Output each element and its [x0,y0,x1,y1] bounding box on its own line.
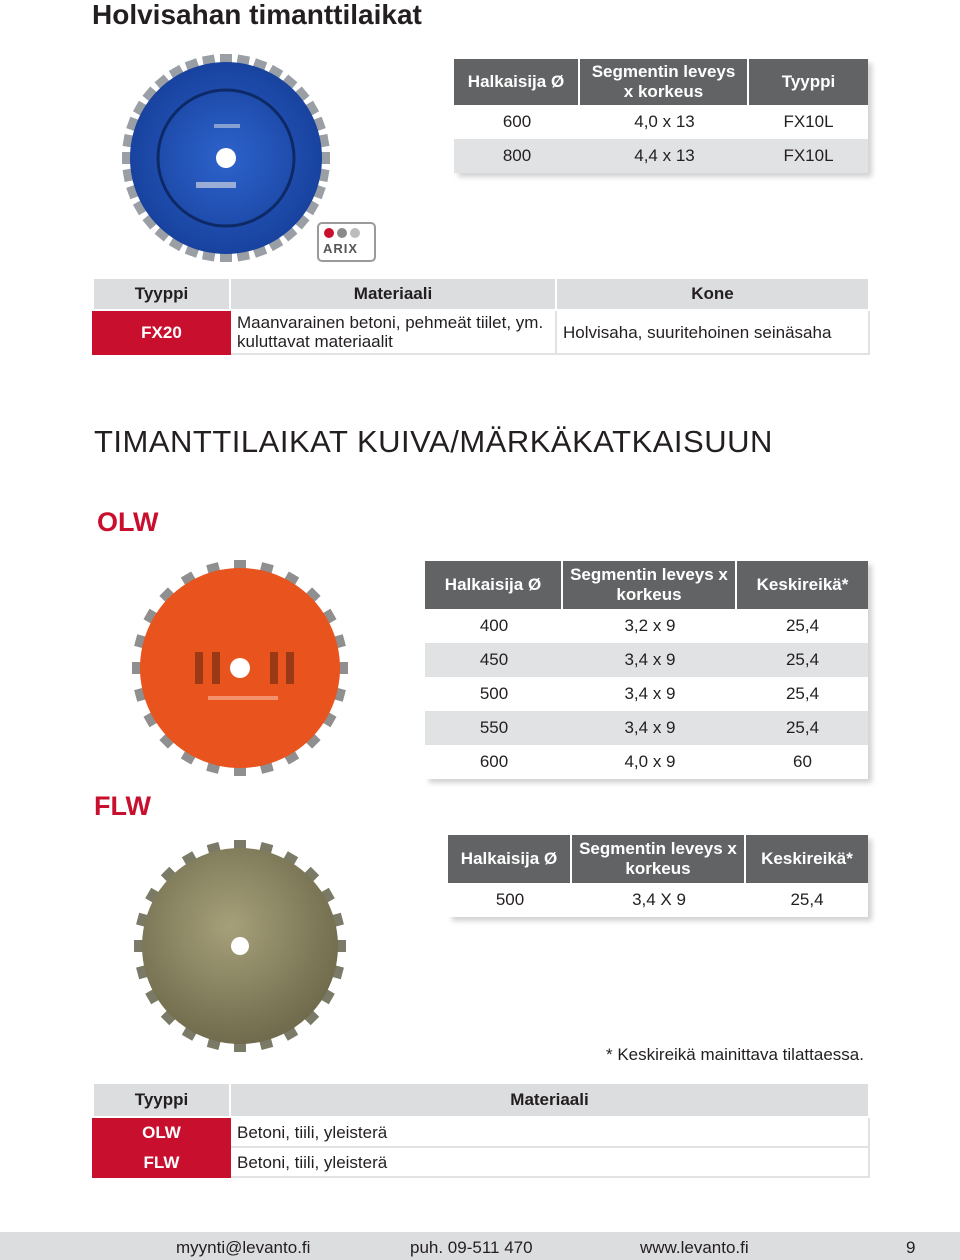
table-row [448,883,868,917]
olw-spec-table [425,561,868,779]
cell: 3,4 x 9 [563,711,737,745]
cell: 25,4 [737,711,868,745]
cell: 25,4 [737,677,868,711]
page-title: Holvisahan timanttilaikat [92,0,422,30]
section-heading: TIMANTTILAIKAT KUIVA/MÄRKÄKATKAISUUN [94,424,773,459]
fx-material-line1: Maanvarainen betoni, pehmeät tiilet, ym. [237,313,544,332]
table-row [425,609,868,643]
table-row [425,711,868,745]
footer-phone: puh. 09-511 470 [410,1238,533,1257]
fx-type-badge: FX20 [93,310,230,354]
cell: 450 [425,643,563,677]
table-row [454,139,868,173]
olw-type-badge: OLW [93,1117,230,1147]
fx-info-table [92,277,870,355]
flw-material: Betoni, tiili, yleisterä [230,1147,869,1177]
cell: 4,0 x 9 [563,745,737,779]
fx-header-diameter: Halkaisija Ø [454,59,580,105]
cell: 3,4 X 9 [572,883,746,917]
fx-material [230,310,556,354]
flw-blade-image [120,836,360,1054]
olw-material: Betoni, tiili, yleisterä [230,1117,869,1147]
cell: 600 [454,105,580,139]
cell: 550 [425,711,563,745]
info-header-machine: Kone [556,278,869,310]
cell: 3,2 x 9 [563,609,737,643]
logo-dot-gray-1 [337,228,347,238]
cell: 3,4 x 9 [563,677,737,711]
bore-note: * Keskireikä mainittava tilattaessa. [606,1045,864,1064]
fx-material-line2: kuluttavat materiaalit [237,332,393,351]
page-number: 9 [906,1238,916,1257]
table-row [425,677,868,711]
cell: 500 [425,677,563,711]
logo-text: ARIX [323,241,359,256]
flw-header-segment: Segmentin leveys x korkeus [572,835,746,883]
footer-email[interactable]: myynti@levanto.fi [176,1238,311,1257]
footer-bar [0,1232,960,1260]
flw-spec-table [448,835,868,917]
materials-header-type: Tyyppi [93,1083,230,1117]
cell: 400 [425,609,563,643]
logo-dot-red [324,228,334,238]
materials-header-material: Materiaali [230,1083,869,1117]
info-header-material: Materiaali [230,278,556,310]
olw-label: OLW [97,507,159,537]
fx-spec-table [454,59,868,173]
flw-header-diameter: Halkaisija Ø [448,835,572,883]
fx-header-segment: Segmentin leveys x korkeus [580,59,749,105]
cell: FX10L [749,105,868,139]
cell: 600 [425,745,563,779]
table-row [425,745,868,779]
table-row [454,105,868,139]
cell: 4,0 x 13 [580,105,749,139]
cell: 4,4 x 13 [580,139,749,173]
fx-blade-image [116,50,336,265]
cell: 500 [448,883,572,917]
arix-logo [317,222,376,262]
materials-table [92,1082,870,1178]
cell: 25,4 [737,609,868,643]
cell: 800 [454,139,580,173]
info-header-type: Tyyppi [93,278,230,310]
flw-type-badge: FLW [93,1147,230,1177]
fx-machine: Holvisaha, suuritehoinen seinäsaha [556,310,869,354]
cell: FX10L [749,139,868,173]
olw-blade-image [120,556,360,782]
footer-web[interactable]: www.levanto.fi [640,1238,749,1257]
cell: 3,4 x 9 [563,643,737,677]
cell: 25,4 [737,643,868,677]
olw-header-segment: Segmentin leveys x korkeus [563,561,737,609]
logo-dot-gray-2 [350,228,360,238]
cell: 60 [737,745,868,779]
cell: 25,4 [746,883,868,917]
flw-header-bore: Keskireikä* [746,835,868,883]
table-row [425,643,868,677]
olw-header-bore: Keskireikä* [737,561,868,609]
flw-label: FLW [94,791,151,821]
fx-header-type: Tyyppi [749,59,868,105]
olw-header-diameter: Halkaisija Ø [425,561,563,609]
